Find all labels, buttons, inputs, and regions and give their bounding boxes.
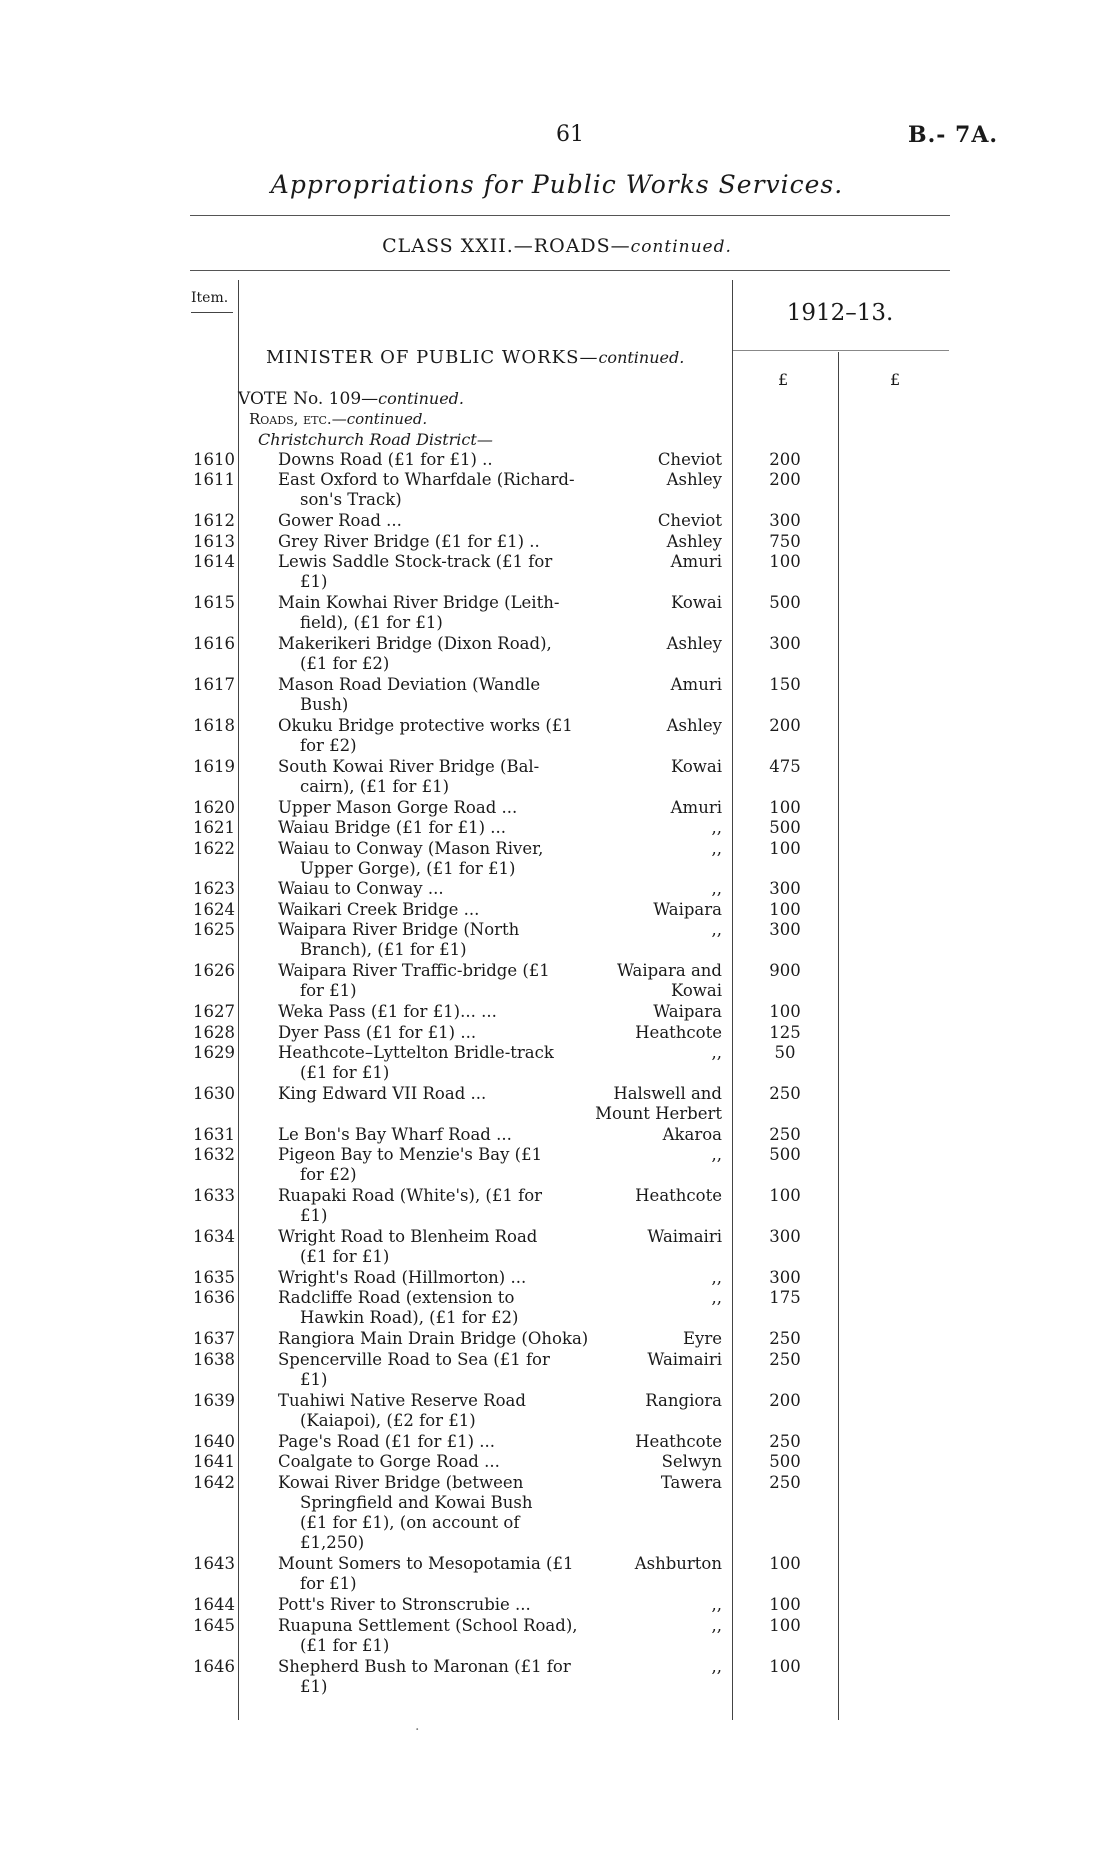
item-description [278, 1145, 590, 1185]
item-amount: 900 [769, 961, 801, 981]
description-line: Bush) [300, 694, 349, 714]
location-line: Ashley [666, 470, 722, 490]
item-description [278, 1186, 590, 1226]
item-number: 1644 [193, 1595, 235, 1615]
description-line: Heathcote–Lyttelton Bridle-track [278, 1043, 554, 1063]
page-reference: B.- 7A. [908, 122, 999, 148]
description-line: Waiau to Conway (Mason River, [278, 838, 544, 858]
item-description [278, 1023, 590, 1043]
item-location [585, 1554, 722, 1574]
item-description [278, 1657, 590, 1697]
description-line: Makerikeri Bridge (Dixon Road), [278, 634, 552, 654]
description-line: (Kaiapoi), (£2 for £1) [300, 1410, 476, 1430]
item-location [585, 675, 722, 695]
item-amount: 100 [769, 838, 801, 858]
item-location [585, 1452, 722, 1472]
item-description [278, 1288, 590, 1328]
location-line: Waipara and [616, 961, 722, 981]
item-number: 1614 [193, 552, 235, 572]
location-line: ,, [711, 920, 722, 940]
item-number: 1632 [193, 1145, 235, 1165]
item-description [278, 757, 590, 797]
item-amount: 200 [769, 470, 801, 490]
description-line: (£1 for £2) [300, 654, 390, 674]
location-line: Cheviot [657, 450, 722, 469]
item-column-label: Item. [191, 290, 229, 306]
location-line: Heathcote [635, 1431, 722, 1451]
location-line: Ashley [666, 531, 722, 551]
item-amount: 250 [769, 1472, 801, 1492]
item-location [585, 1125, 722, 1145]
item-amount: 50 [774, 1043, 796, 1063]
location-line: Rangiora [645, 1390, 722, 1410]
location-line: Heathcote [635, 1022, 722, 1042]
location-line: Ashburton [634, 1554, 722, 1574]
description-line: Downs Road (£1 for £1) .. [278, 450, 493, 469]
location-line: Cheviot [657, 511, 722, 531]
item-number: 1616 [193, 634, 235, 654]
item-location [585, 1145, 722, 1165]
location-line: ,, [711, 818, 722, 838]
description-line: Mount Somers to Mesopotamia (£1 [278, 1554, 574, 1574]
description-line: (£1 for £1) [300, 1063, 390, 1083]
description-line: Springfield and Kowai Bush [300, 1492, 533, 1512]
item-location [585, 1616, 722, 1636]
item-number: 1629 [193, 1043, 235, 1063]
item-amount: 500 [769, 1452, 801, 1472]
item-description [278, 879, 590, 899]
item-description [278, 1125, 590, 1145]
description-line: £1) [300, 572, 328, 592]
item-number: 1610 [193, 450, 235, 469]
item-location [585, 1227, 722, 1247]
item-number: 1624 [193, 899, 235, 919]
item-description [278, 1473, 590, 1553]
item-location [585, 1391, 722, 1411]
item-number: 1646 [193, 1656, 235, 1676]
column-line-amount [838, 352, 839, 1720]
description-line: Main Kowhai River Bridge (Leith- [278, 593, 560, 613]
item-number: 1630 [193, 1083, 235, 1103]
location-line: Tawera [660, 1472, 722, 1492]
item-number: 1645 [193, 1615, 235, 1635]
item-description [278, 1084, 590, 1104]
location-line: ,, [711, 1288, 722, 1308]
item-amount: 100 [769, 1554, 801, 1574]
location-line: Waimairi [647, 1227, 722, 1247]
currency-label-1: £ [778, 370, 789, 389]
location-line: Kowai [670, 756, 722, 776]
item-location [585, 1432, 722, 1452]
item-amount: 500 [769, 593, 801, 613]
item-amount: 200 [769, 715, 801, 735]
item-location [585, 1023, 722, 1043]
roads-heading-continued: continued. [346, 410, 428, 428]
item-location [585, 593, 722, 613]
description-line: Ruapaki Road (White's), (£1 for [278, 1186, 543, 1206]
location-line: Akaroa [662, 1124, 722, 1144]
item-location [585, 1043, 722, 1063]
description-line: Mason Road Deviation (Wandle [278, 674, 541, 694]
page-number: 61 [556, 122, 584, 147]
district-heading: Christchurch Road District— [258, 430, 493, 449]
description-line: South Kowai River Bridge (Bal- [278, 756, 540, 776]
top-rule [190, 215, 950, 216]
item-location [585, 900, 722, 920]
description-line: Hawkin Road), (£1 for £2) [300, 1308, 519, 1328]
item-amount: 100 [769, 1186, 801, 1206]
description-line: Gower Road ... [278, 511, 402, 531]
item-amount: 100 [769, 1656, 801, 1676]
item-description [278, 798, 590, 818]
description-line: Dyer Pass (£1 for £1) ... [278, 1022, 477, 1042]
item-number: 1612 [193, 511, 235, 531]
item-description [278, 839, 590, 879]
item-description [278, 511, 590, 531]
item-location [585, 470, 722, 490]
location-line: ,, [711, 1043, 722, 1063]
location-line: ,, [711, 838, 722, 858]
roads-heading [249, 410, 427, 428]
roads-heading-main: Roads, etc.— [249, 410, 347, 428]
description-line: Waikari Creek Bridge ... [278, 899, 480, 919]
item-description [278, 1043, 590, 1083]
description-line: King Edward VII Road ... [278, 1083, 487, 1103]
item-amount: 200 [769, 1390, 801, 1410]
item-description [278, 1002, 590, 1022]
item-number: 1642 [193, 1472, 235, 1492]
vote-heading [238, 389, 464, 409]
minister-heading-continued: continued. [598, 348, 685, 367]
item-number: 1637 [193, 1329, 235, 1349]
item-location [585, 450, 722, 470]
item-location [585, 532, 722, 552]
description-line: field), (£1 for £1) [300, 613, 443, 633]
item-number: 1643 [193, 1554, 235, 1574]
vote-heading-main: VOTE No. 109— [238, 389, 379, 409]
item-amount: 100 [769, 1615, 801, 1635]
item-location [585, 634, 722, 654]
item-number: 1631 [193, 1124, 235, 1144]
description-line: cairn), (£1 for £1) [300, 776, 450, 796]
description-line: Pott's River to Stronscrubie ... [278, 1595, 531, 1615]
year-heading: 1912–13. [786, 300, 894, 326]
item-amount: 100 [769, 899, 801, 919]
item-location [585, 879, 722, 899]
item-amount: 475 [769, 756, 801, 776]
item-location [585, 1084, 722, 1124]
description-line: Spencerville Road to Sea (£1 for [278, 1349, 550, 1369]
item-amount: 100 [769, 1002, 801, 1022]
description-line: Le Bon's Bay Wharf Road ... [278, 1124, 512, 1144]
item-description [278, 532, 590, 552]
item-description [278, 900, 590, 920]
column-line-location [732, 280, 733, 1720]
description-line: Okuku Bridge protective works (£1 [278, 715, 573, 735]
item-description [278, 552, 590, 592]
item-amount: 300 [769, 1268, 801, 1287]
item-description [278, 716, 590, 756]
item-number: 1626 [193, 961, 235, 981]
item-amount: 250 [769, 1083, 801, 1103]
description-line: for £2) [300, 735, 357, 755]
item-description [278, 634, 590, 674]
item-description [278, 1554, 590, 1594]
description-line: Tuahiwi Native Reserve Road [278, 1390, 526, 1410]
description-line: £1) [300, 1206, 328, 1226]
description-line: Ruapuna Settlement (School Road), [278, 1615, 578, 1635]
location-line: Kowai [670, 981, 722, 1001]
item-amount: 500 [769, 1145, 801, 1165]
item-description [278, 1268, 590, 1288]
item-description [278, 1350, 590, 1390]
item-number: 1640 [193, 1431, 235, 1451]
item-location [585, 511, 722, 531]
item-number: 1627 [193, 1002, 235, 1022]
description-line: son's Track) [300, 490, 402, 510]
location-line: Amuri [670, 674, 722, 694]
item-location [585, 552, 722, 572]
item-number: 1617 [193, 674, 235, 694]
location-line: Ashley [666, 715, 722, 735]
item-amount: 250 [769, 1329, 801, 1349]
description-line: (£1 for £1), (on account of [300, 1512, 520, 1532]
item-amount: 750 [769, 531, 801, 551]
description-line: Weka Pass (£1 for £1)... ... [278, 1002, 497, 1022]
location-line: Waipara [653, 899, 722, 919]
item-amount: 175 [769, 1288, 801, 1308]
item-number: 1622 [193, 838, 235, 858]
description-line: (£1 for £1) [300, 1247, 390, 1267]
item-amount: 300 [769, 879, 801, 899]
location-line: ,, [711, 879, 722, 899]
item-amount: 100 [769, 1595, 801, 1615]
item-label-underline [191, 312, 233, 313]
description-line: Radcliffe Road (extension to [278, 1288, 515, 1308]
location-line: Amuri [670, 552, 722, 572]
class-heading-main: CLASS XXII.—ROADS— [382, 235, 631, 257]
item-number: 1615 [193, 593, 235, 613]
description-line: £1) [300, 1676, 328, 1696]
item-location [585, 1350, 722, 1370]
location-line: ,, [711, 1595, 722, 1615]
item-description [278, 470, 590, 510]
item-number: 1641 [193, 1452, 235, 1472]
item-location [585, 1329, 722, 1349]
description-line: for £1) [300, 981, 357, 1001]
item-number: 1620 [193, 797, 235, 817]
description-line: Upper Gorge), (£1 for £1) [300, 858, 516, 878]
item-description [278, 1595, 590, 1615]
item-amount: 250 [769, 1349, 801, 1369]
description-line: Wright Road to Blenheim Road [278, 1227, 538, 1247]
description-line: Waiau Bridge (£1 for £1) ... [278, 818, 507, 838]
location-line: Mount Herbert [595, 1103, 722, 1123]
class-heading [0, 235, 1114, 257]
location-line: Kowai [670, 593, 722, 613]
heading-rule [190, 270, 950, 271]
item-number: 1634 [193, 1227, 235, 1247]
item-location [585, 920, 722, 940]
description-line: Branch), (£1 for £1) [300, 940, 467, 960]
item-location [585, 798, 722, 818]
item-amount: 300 [769, 1227, 801, 1247]
item-location [585, 1002, 722, 1022]
item-description [278, 450, 590, 470]
item-amount: 300 [769, 920, 801, 940]
item-amount: 100 [769, 797, 801, 817]
item-location [585, 1595, 722, 1615]
item-number: 1611 [193, 470, 235, 490]
column-line-item [238, 280, 239, 1720]
item-location [585, 818, 722, 838]
location-line: Halswell and [613, 1083, 722, 1103]
item-number: 1639 [193, 1390, 235, 1410]
stray-mark: · [415, 1722, 420, 1738]
minister-heading-main: MINISTER OF PUBLIC WORKS— [266, 347, 599, 368]
location-line: Waimairi [647, 1349, 722, 1369]
item-amount: 500 [769, 818, 801, 838]
item-amount: 300 [769, 511, 801, 531]
item-location [585, 1186, 722, 1206]
description-line: Shepherd Bush to Maronan (£1 for [278, 1656, 571, 1676]
location-line: Amuri [670, 797, 722, 817]
item-description [278, 1391, 590, 1431]
description-line: £1,250) [300, 1532, 365, 1552]
item-location [585, 1268, 722, 1288]
item-number: 1619 [193, 756, 235, 776]
item-amount: 150 [769, 674, 801, 694]
item-description [278, 675, 590, 715]
location-line: Selwyn [661, 1452, 722, 1472]
class-heading-continued: continued. [630, 237, 732, 257]
description-line: Waipara River Traffic-bridge (£1 [278, 961, 550, 981]
description-line: (£1 for £1) [300, 1635, 390, 1655]
location-line: Heathcote [635, 1186, 722, 1206]
item-location [585, 839, 722, 859]
item-number: 1613 [193, 531, 235, 551]
item-location [585, 1288, 722, 1308]
item-location [585, 1657, 722, 1677]
item-location [585, 1473, 722, 1493]
description-line: for £1) [300, 1574, 357, 1594]
item-description [278, 961, 590, 1001]
item-description [278, 1452, 590, 1472]
item-amount: 250 [769, 1124, 801, 1144]
item-description [278, 818, 590, 838]
item-number: 1618 [193, 715, 235, 735]
item-number: 1628 [193, 1022, 235, 1042]
description-line: Kowai River Bridge (between [278, 1472, 524, 1492]
item-number: 1638 [193, 1349, 235, 1369]
item-location [585, 961, 722, 1001]
description-line: for £2) [300, 1165, 357, 1185]
description-line: Waiau to Conway ... [278, 879, 444, 899]
item-location [585, 716, 722, 736]
page-title: Appropriations for Public Works Services. [270, 170, 844, 199]
item-description [278, 920, 590, 960]
item-location [585, 757, 722, 777]
item-number: 1633 [193, 1186, 235, 1206]
description-line: Grey River Bridge (£1 for £1) .. [278, 531, 540, 551]
vote-heading-continued: continued. [378, 389, 464, 408]
item-number: 1636 [193, 1288, 235, 1308]
description-line: Wright's Road (Hillmorton) ... [278, 1268, 527, 1287]
location-line: ,, [711, 1656, 722, 1676]
description-line: East Oxford to Wharfdale (Richard- [278, 470, 575, 490]
description-line: Lewis Saddle Stock-track (£1 for [278, 552, 553, 572]
description-line: £1) [300, 1369, 328, 1389]
description-line: Upper Mason Gorge Road ... [278, 797, 518, 817]
item-number: 1621 [193, 818, 235, 838]
location-line: Waipara [653, 1002, 722, 1022]
location-line: Eyre [682, 1329, 722, 1349]
item-description [278, 1432, 590, 1452]
item-amount: 300 [769, 634, 801, 654]
item-amount: 250 [769, 1431, 801, 1451]
minister-heading [266, 347, 684, 368]
description-line: Rangiora Main Drain Bridge (Ohoka) [278, 1329, 589, 1349]
item-description [278, 593, 590, 633]
item-number: 1623 [193, 879, 235, 899]
item-description [278, 1616, 590, 1656]
location-line: Ashley [666, 634, 722, 654]
currency-label-2: £ [890, 370, 901, 389]
description-line: Page's Road (£1 for £1) ... [278, 1431, 496, 1451]
location-line: ,, [711, 1145, 722, 1165]
description-line: Waipara River Bridge (North [278, 920, 520, 940]
location-line: ,, [711, 1268, 722, 1287]
description-line: Pigeon Bay to Menzie's Bay (£1 [278, 1145, 543, 1165]
item-amount: 125 [769, 1022, 801, 1042]
description-line: Coalgate to Gorge Road ... [278, 1452, 500, 1472]
item-description [278, 1227, 590, 1267]
location-line: ,, [711, 1615, 722, 1635]
item-amount: 100 [769, 552, 801, 572]
item-number: 1635 [193, 1268, 235, 1287]
item-description [278, 1329, 590, 1349]
year-rule [733, 350, 949, 351]
item-amount: 200 [769, 450, 801, 469]
item-number: 1625 [193, 920, 235, 940]
